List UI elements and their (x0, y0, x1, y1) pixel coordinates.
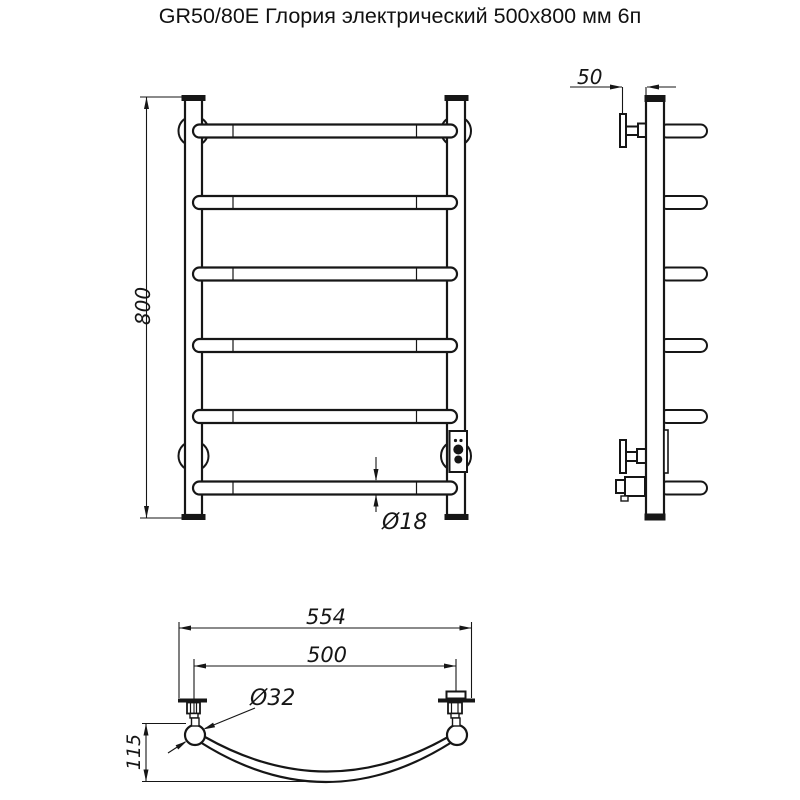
control-panel-edge (664, 430, 668, 473)
side-rung (660, 410, 707, 423)
side-post (646, 98, 664, 515)
dim-overall-width-label: 554 (305, 605, 347, 629)
dim-height-800 (131, 97, 185, 518)
dim-rung-diameter-label: Ø18 (382, 510, 428, 535)
post-section-right (447, 725, 467, 745)
dim-curve-depth-label: 115 (123, 733, 145, 771)
side-rung (660, 196, 707, 209)
side-post-bottom-cap (645, 514, 666, 521)
right-post-top-cap (445, 95, 469, 101)
control-panel (450, 431, 468, 472)
dim-post-diameter-32 (168, 686, 295, 753)
post-section-left (185, 725, 205, 745)
left-post-top-cap (182, 95, 206, 101)
rungs (193, 125, 457, 495)
side-rung (660, 482, 707, 495)
right-post-bottom-cap (445, 514, 469, 520)
wall-bracket-top (620, 114, 646, 147)
side-rung (660, 268, 707, 281)
bottom-view (178, 692, 475, 783)
dim-height-label: 800 (131, 286, 155, 326)
dim-rung-diameter-18 (374, 457, 428, 535)
wall-bracket-bottom (620, 440, 646, 473)
left-post (185, 98, 202, 515)
front-view (179, 95, 472, 520)
curved-rung-inner (205, 737, 448, 772)
side-rung (660, 339, 707, 352)
curved-rung-outer (200, 742, 452, 782)
side-post-top-cap (645, 95, 666, 102)
dim-mount-width-500 (194, 643, 456, 714)
side-view (616, 95, 707, 521)
dim-mount-width-label: 500 (306, 643, 348, 667)
dim-post-diameter-label: Ø32 (250, 686, 296, 711)
dim-wall-offset-label: 50 (577, 65, 603, 89)
page-title: GR50/80E Глория электрический 500x800 мм 6п (158, 4, 642, 28)
bottom-mount-left (178, 699, 207, 727)
bottom-mount-right (438, 692, 475, 727)
side-rung (660, 125, 707, 138)
left-post-bottom-cap (182, 514, 206, 520)
electrical-box (616, 477, 645, 501)
